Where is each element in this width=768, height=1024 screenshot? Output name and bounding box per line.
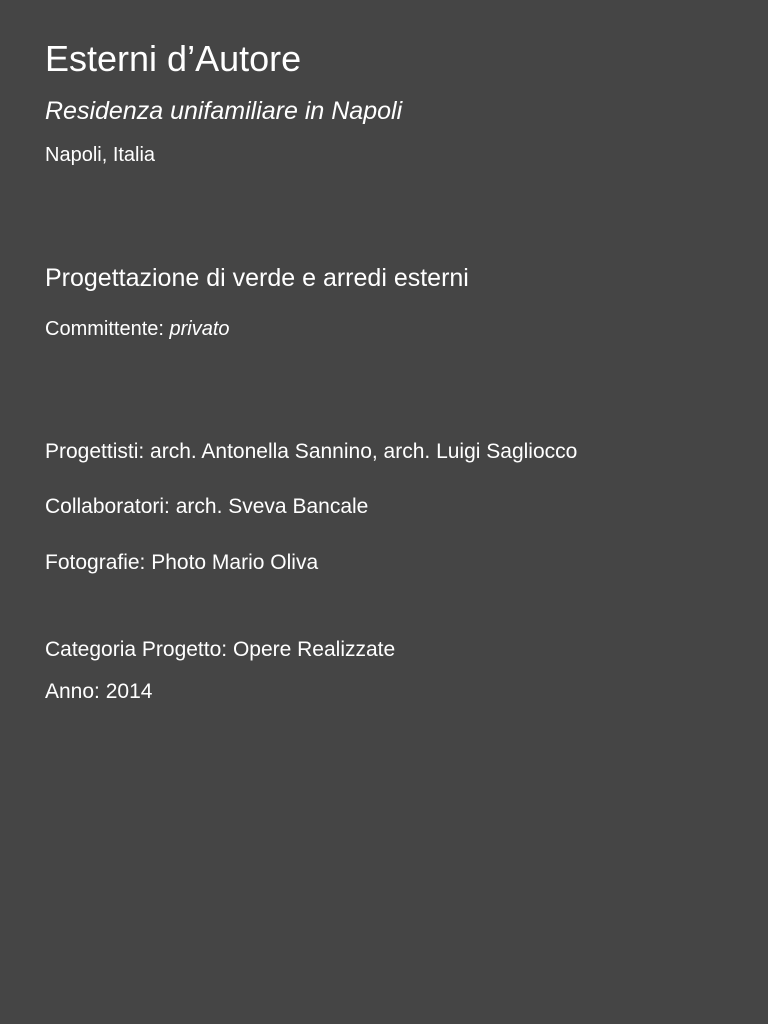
project-year: Anno: 2014 [45, 680, 153, 703]
project-location: Napoli, Italia [45, 144, 156, 166]
project-subtitle: Residenza unifamiliare in Napoli [45, 97, 403, 125]
project-category: Categoria Progetto: Opere Realizzate [45, 638, 396, 661]
photos-info: Fotografie: Photo Mario Oliva [45, 551, 319, 574]
client-value: privato [169, 318, 230, 340]
section-heading: Progettazione di verde e arredi esterni [45, 264, 469, 292]
collaborators-info: Collaboratori: arch. Sveva Bancale [45, 495, 369, 518]
client-info [45, 315, 230, 343]
client-label: Committente: [45, 318, 170, 340]
designers-info: Progettisti: arch. Antonella Sannino, arch. Luigi Sagliocco [45, 440, 578, 463]
page-title: Esterni d’Autore [45, 38, 302, 79]
